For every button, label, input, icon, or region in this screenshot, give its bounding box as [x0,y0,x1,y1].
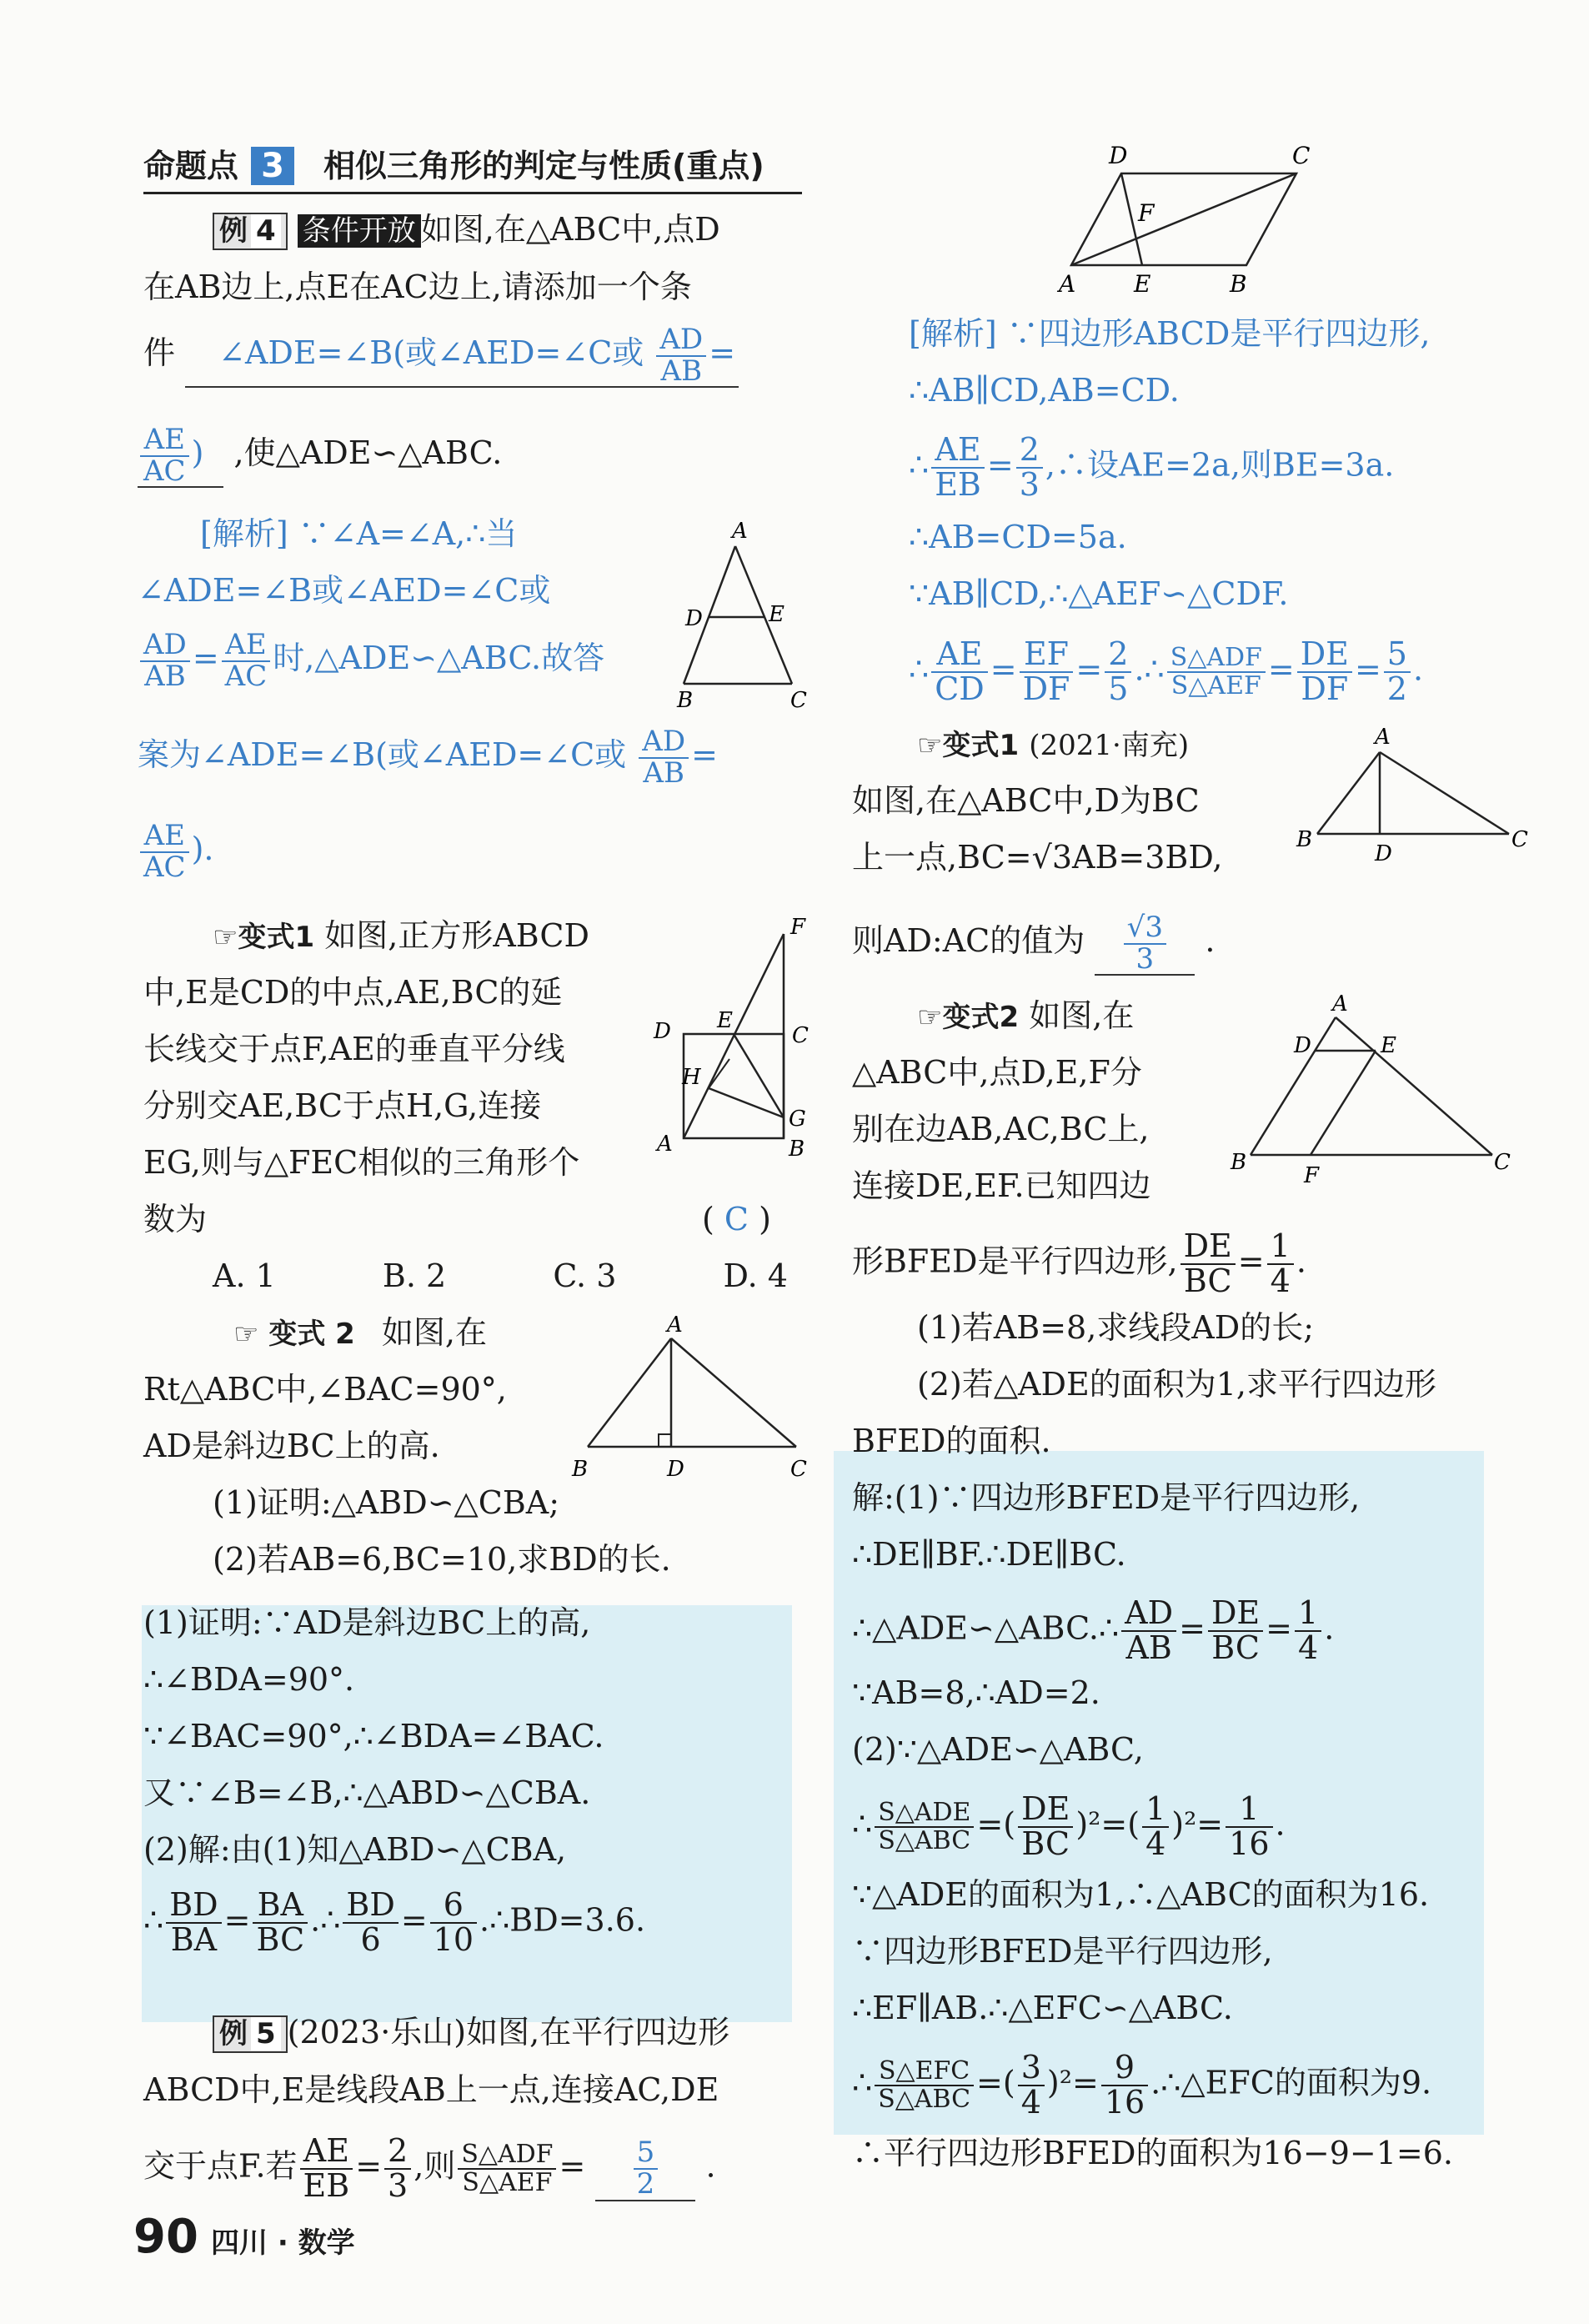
figure-right-triangle [559,1313,809,1480]
figure-triangle-abd [1288,717,1530,867]
rv1-answer-num: √3 [1124,913,1166,945]
ex4-sol2: ∠ADE=∠B或∠AED=∠C或 [138,572,551,609]
v1-line6: 数为 [143,1201,208,1237]
footer-text: 四川 · 数学 [211,2226,355,2260]
section-header [143,140,802,194]
rv2-s8: ∵四边形BFED是平行四边形, [852,1933,1273,1970]
fig2-label-e: E [717,1008,733,1033]
fig3-label-d: D [667,1457,684,1480]
figure-square-abcd [642,909,825,1176]
fig2-label-h: H [682,1065,701,1090]
ex4-sol3: $\frac{AD}{AB}$ = $\frac{AE}{AC}$ 时,△ADE∽△ABC.故答 [138,630,604,691]
v2-line1: ☞ 变式 2 如图,在 [233,1314,487,1351]
figure-triangle-def [1217,992,1517,1192]
v1-line3: 长线交于点F,AE的垂直平分线 [143,1031,565,1067]
rv2-line2: △ABC中,点D,E,F分 [852,1054,1142,1091]
figure-parallelogram [1042,133,1342,300]
fig5-label-b: B [1296,827,1313,852]
fig4-label-c: C [1292,142,1311,169]
ex5-sol3: ∴ $\frac{AE}{EB}$ = $\frac{2}{3}$ ,∴设AE=2a,则BE=3a. [909,431,1395,503]
rv2-line1: ☞变式2 如图,在 [917,997,1135,1034]
header-prefix: 命题点 [143,148,239,184]
rv2-s3: ∴△ADE∽△ABC.∴ $\frac{AD}{AB}$ = $\frac{DE}{BC}$ = $\frac{1}{4}$ . [852,1594,1335,1666]
fig4-label-e: E [1134,270,1151,298]
ex5-sol6: ∴ $\frac{AE}{CD}$ = $\frac{EF}{DF}$ = $\frac{2}{5}$ .∴ $\frac{\text{S△ADF}}{\text{S△AEF}}$ = $\frac{DE}{DF}$ = $\frac{5}{2}$ . [909,635,1424,707]
v1-line4: 分别交AE,BC于点H,G,连接 [143,1087,542,1124]
fig3-label-c: C [790,1457,807,1480]
rv2-s9: ∴EF∥AB.∴△EFC∽△ABC. [852,1990,1233,2026]
v2-s5: (2)解:由(1)知△ABD∽△CBA, [143,1831,567,1868]
ex4-line2: 在AB边上,点E在AC边上,请添加一个条 [143,269,692,305]
rv1-line3: 则AD:AC的值为 $\frac{√3}{3}$ . [852,911,1216,976]
rv2-q2b: BFED的面积. [852,1423,1051,1459]
v1-options [213,1257,788,1296]
rv1-line0 [917,725,1189,764]
v1-option-d: D. 4 [723,1257,788,1294]
ex5-tag: 例 5 [213,2015,288,2053]
fig6-label-f: F [1304,1163,1320,1188]
page-footer [133,2210,355,2264]
ex5-sol2: ∴AB∥CD,AB=CD. [909,372,1180,409]
rv1-line2: 上一点,BC=√3AB=3BD, [852,839,1223,876]
ex5-line1: 例 5 (2023·乐山)如图,在平行四边形 [213,2014,729,2053]
v2-label: ☞ 变式 2 [233,1318,355,1351]
v1-line5: EG,则与△FEC相似的三角形个 [143,1144,580,1181]
fig4-label-d: D [1109,142,1128,169]
fig2-label-a: A [657,1132,673,1157]
rv2-s11: ∴平行四边形BFED的面积为16−9−1=6. [852,2135,1453,2171]
fig2-label-c: C [792,1023,809,1048]
fig4-label-b: B [1230,270,1247,298]
fig6-label-d: D [1294,1033,1311,1058]
ex5-answer-den: 2 [636,2166,655,2201]
rv2-label: ☞变式2 [917,1001,1020,1034]
fig4-label-a: A [1059,270,1076,298]
rv1-line1: 如图,在△ABC中,D为BC [852,782,1200,819]
ex4-line3: 件 ∠ADE=∠B(或∠AED=∠C或 $\frac{AD}{AB}$ = [143,325,739,388]
rv2-s4: ∵AB=8,∴AD=2. [852,1674,1100,1711]
fig6-label-a: A [1332,992,1348,1016]
v1-option-a: A. 1 [213,1257,276,1294]
v2-q1: (1)证明:△ABD∽△CBA; [213,1484,559,1521]
fig3-label-b: B [572,1457,589,1480]
v2-q2: (2)若AB=6,BC=10,求BD的长. [213,1541,671,1578]
fig1-label-c: C [790,688,807,713]
v2-s2: ∴∠BDA=90°. [143,1661,355,1698]
fig6-label-c: C [1494,1150,1511,1175]
rv2-s10: ∴ $\frac{\text{S△EFC}}{\text{S△ABC}}$ =( $\frac{3}{4}$ )²= $\frac{9}{16}$ .∴△EFC的面积为9. [852,2049,1432,2121]
ex5-answer-num: 5 [634,2138,659,2170]
rv2-s5: (2)∵△ADE∽△ABC, [852,1731,1144,1768]
page-number: 90 [133,2210,198,2264]
ex4-tag: 例 4 [213,213,288,250]
v1-line2: 中,E是CD的中点,AE,BC的延 [143,974,563,1011]
v2-s1: (1)证明:∵AD是斜边BC上的高, [143,1604,591,1641]
v1-answer-bracket: ( C ) [702,1201,771,1237]
ex4-line4: $\frac{AE}{AC}$ ) ,使△ADE∽△ABC. [138,425,502,488]
fig2-label-g: G [789,1107,806,1132]
v1-label: ☞变式1 [213,921,315,954]
rv1-label: ☞变式1 [917,729,1020,762]
fig6-label-b: B [1231,1150,1247,1175]
ex4-sol5: $\frac{AE}{AC}$ ). [138,821,213,882]
fig2-label-d: D [654,1019,671,1044]
v1-line1: ☞变式1 如图,正方形ABCD [213,917,589,954]
fig5-label-c: C [1511,827,1528,852]
v2-s6: ∴ $\frac{BD}{BA}$ = $\frac{BA}{BC}$ .∴ $\frac{BD}{6}$ = $\frac{6}{10}$ .∴BD=3.6. [143,1886,646,1958]
v2-line2: Rt△ABC中,∠BAC=90°, [143,1371,507,1408]
figure-triangle-ade [667,513,817,713]
v2-s4: 又∵∠B=∠B,∴△ABD∽△CBA. [143,1774,591,1811]
v1-option-c: C. 3 [553,1257,617,1294]
fig5-label-a: A [1375,725,1391,750]
rv2-s6: ∴ $\frac{\text{S△ADE}}{\text{S△ABC}}$ =( $\frac{DE}{BC}$ )²=( $\frac{1}{4}$ )²= $\frac{1}{16}$ . [852,1790,1286,1862]
fig3-label-a: A [667,1313,683,1338]
rv2-q1: (1)若AB=8,求线段AD的长; [917,1309,1315,1346]
ex5-sol4: ∴AB=CD=5a. [909,519,1127,555]
v2-s3: ∵∠BAC=90°,∴∠BDA=∠BAC. [143,1718,604,1754]
rv1-answer-den: 3 [1135,941,1155,976]
rv1-source: (2021·南充) [1029,729,1190,762]
fig1-label-a: A [732,519,748,544]
fig6-label-e: E [1381,1033,1396,1058]
fig1-label-e: E [769,602,784,627]
fig1-label-b: B [677,688,694,713]
v1-answer: C [724,1201,749,1237]
fig1-label-d: D [685,606,703,631]
fig2-label-b: B [789,1137,805,1162]
rv2-s1: 解:(1)∵四边形BFED是平行四边形, [852,1479,1361,1516]
header-number: 3 [251,147,294,185]
ex5-sol5: ∵AB∥CD,∴△AEF∽△CDF. [909,575,1289,612]
ex4-open-tag: 条件开放 [298,214,421,248]
ex4-sol4: 案为∠ADE=∠B(或∠AED=∠C或 $\frac{AD}{AB}$ = [138,725,718,790]
ex5-sol1: [解析] ∵四边形ABCD是平行四边形, [909,315,1431,352]
ex5-line3: 交于点F.若 $\frac{AE}{EB}$ = $\frac{2}{3}$ ,则 $\frac{\text{S△ADF}}{\text{S△AEF}}$ = $\frac{5}{2}$ . [143,2132,716,2204]
rv2-line4: 连接DE,EF.已知四边 [852,1167,1151,1204]
v1-option-b: B. 2 [382,1257,447,1294]
fig4-label-f: F [1138,199,1155,227]
ex5-line2: ABCD中,E是线段AB上一点,连接AC,DE [143,2071,719,2108]
fig2-label-f: F [790,915,806,940]
header-title: 相似三角形的判定与性质(重点) [323,148,764,184]
ex4-sol1: [解析] ∵∠A=∠A,∴当 [200,515,518,552]
rv2-s2: ∴DE∥BF.∴DE∥BC. [852,1536,1126,1573]
rv2-q2: (2)若△ADE的面积为1,求平行四边形 [917,1366,1436,1403]
fig5-label-d: D [1375,841,1392,866]
ex4-answer: ∠ADE=∠B(或∠AED=∠C或 [218,334,644,372]
rv2-line5: 形BFED是平行四边形, $\frac{DE}{BC}$ = $\frac{1}{4}$ . [852,1227,1306,1299]
rv2-s7: ∵△ADE的面积为1,∴△ABC的面积为16. [852,1876,1430,1913]
ex4-line1: 例 4 条件开放 如图,在△ABC中,点D [213,211,720,250]
v2-line3: AD是斜边BC上的高. [143,1428,440,1464]
rv2-line3: 别在边AB,AC,BC上, [852,1111,1150,1147]
